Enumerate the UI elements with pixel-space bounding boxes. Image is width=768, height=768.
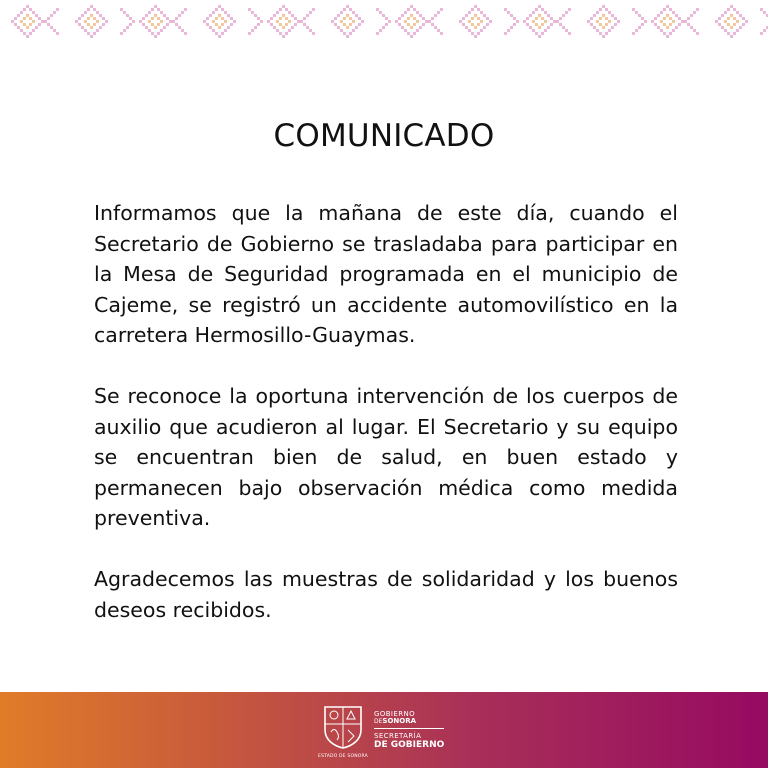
state-line: [374, 718, 444, 725]
dependencia-label: DE GOBIERNO: [374, 740, 445, 750]
paragraph-3: Agradecemos las muestras de solidaridad y los buenos deseos recibidos.: [94, 566, 678, 622]
sonora-seal-icon: [318, 704, 368, 759]
gobierno-label: GOBIERNO: [374, 710, 416, 718]
header-decorative-pattern: [0, 0, 768, 46]
page-title: COMUNICADO: [273, 118, 495, 154]
de-label: DE: [374, 718, 383, 725]
footer-banner: [0, 692, 768, 768]
communique-body: [94, 198, 678, 655]
organization-name: [374, 710, 444, 750]
secretaria-label: SECRETARÍA: [374, 732, 422, 740]
paragraph-2: Se reconoce la oportuna intervención de los cuerpos de auxilio que acudieron al lugar. El Secretario y su equipo se encuentran bien de salud, en buen estado y permanecen bajo observación médica como medida preventiva.: [94, 383, 678, 531]
seal-caption: ESTADO DE SONORA: [318, 754, 368, 759]
government-logo: [320, 702, 444, 758]
sonora-label: SONORA: [382, 717, 417, 725]
paragraph-1: Informamos que la mañana de este día, cuando el Secretario de Gobierno se trasladaba para participar en la Mesa de Seguridad programada en el municipio de Cajeme, se registró un accidente automovilístico en la carretera Hermosillo-Guaymas.: [94, 201, 678, 348]
divider: [374, 728, 444, 729]
